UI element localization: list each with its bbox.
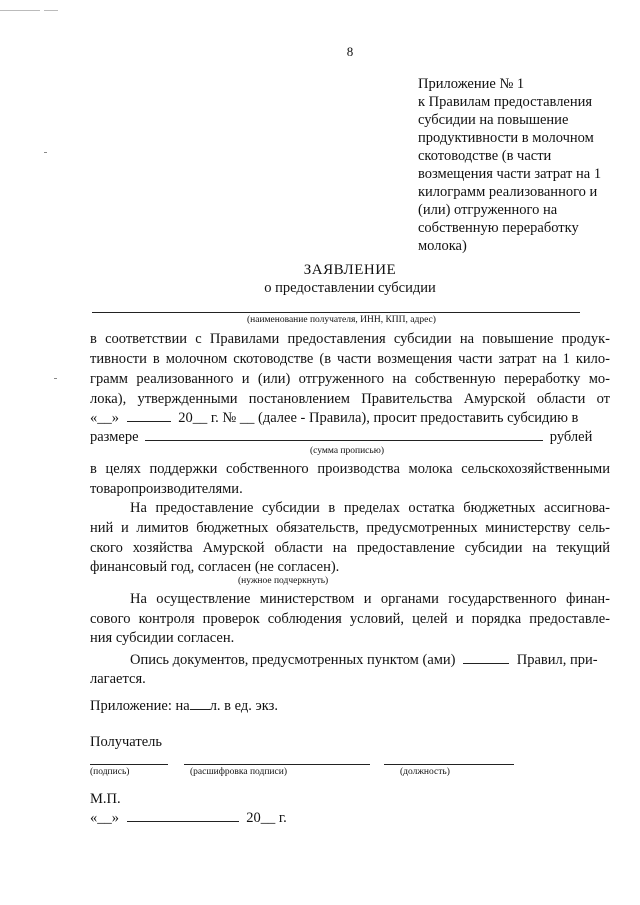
scan-edge-mark xyxy=(0,10,40,11)
body-text: Опись документов, предусмотренных пунктом (ами) xyxy=(130,652,456,668)
appendix-line: (или) отгруженного на xyxy=(418,202,558,218)
position-caption: (должность) xyxy=(400,767,450,777)
recipient-field-caption: (наименование получателя, ИНН, КПП, адрес) xyxy=(247,315,436,325)
currency-label: рублей xyxy=(549,429,593,445)
appendix-line: продуктивности в молочном xyxy=(418,130,594,146)
appendix-line: молока) xyxy=(418,238,467,254)
recipient-field-line xyxy=(92,312,580,313)
date-quote: «__» xyxy=(90,810,119,826)
body-line: ния субсидии согласен. xyxy=(90,630,235,646)
appendix-block xyxy=(418,75,618,255)
body-line-amount xyxy=(90,428,610,447)
date-quote: «__» xyxy=(90,410,119,426)
body-line: На предоставление субсидии в пределах остатка бюджетных ассигнова- xyxy=(130,500,610,516)
body-line: в целях поддержки собственного производства молока сельскохозяйственными xyxy=(90,461,610,477)
sheets-blank xyxy=(190,697,210,710)
body-line: На осуществление министерством и органами государственного финан- xyxy=(130,591,610,607)
document-title: ЗАЯВЛЕНИЕ xyxy=(303,262,397,278)
body-line: лагается. xyxy=(90,671,146,687)
amount-blank xyxy=(145,428,543,441)
appendix-line: килограмм реализованного и xyxy=(418,184,598,200)
body-line: лока), утвержденными постановлением Правительства Амурской области от xyxy=(90,391,610,407)
appendix-line: собственную переработку xyxy=(418,220,579,236)
position-line xyxy=(384,764,514,765)
body-line-inventory xyxy=(130,651,610,670)
body-text: 20__ г. № __ (далее - Правила), просит предоставить субсидию в xyxy=(178,410,579,426)
month-blank xyxy=(127,409,171,422)
body-line: финансовый год, согласен (не согласен). xyxy=(90,559,340,575)
attachment-line xyxy=(90,697,610,716)
signature-caption: (подпись) xyxy=(90,767,130,777)
body-line: ского хозяйства Амурской области на предоставление субсидии на текущий xyxy=(90,540,610,556)
appendix-line: к Правилам предоставления xyxy=(418,94,593,110)
decoding-caption: (расшифровка подписи) xyxy=(190,767,287,777)
clause-blank xyxy=(463,651,509,664)
body-line: сового контроля проверок соблюдения условий, целей и порядка предоставле- xyxy=(90,611,610,627)
document-subtitle: о предоставлении субсидии xyxy=(264,280,436,296)
body-line: товаропроизводителями. xyxy=(90,481,243,497)
decoding-line xyxy=(184,764,370,765)
appendix-line: Приложение № 1 xyxy=(418,76,525,92)
attachment-suffix: л. в ед. экз. xyxy=(209,698,278,714)
appendix-line: возмещения части затрат на 1 xyxy=(418,166,602,182)
date-blank xyxy=(127,809,239,822)
date-year: 20__ г. xyxy=(246,810,287,826)
signature-line xyxy=(90,764,168,765)
body-line: грамм реализованного и (или) отгруженного на собственную переработку мо- xyxy=(90,371,610,387)
appendix-line: субсидии на повышение xyxy=(418,112,569,128)
scan-edge-mark xyxy=(44,10,58,11)
body-line: в соответствии с Правилами предоставления субсидии на повышение продук- xyxy=(90,331,610,347)
body-line: тивности в молочном скотоводстве (в части возмещения части затрат на 1 кило- xyxy=(90,351,610,367)
amount-label: размере xyxy=(90,429,139,445)
body-line: ний и лимитов бюджетных обязательств, предусмотренных министерству сель- xyxy=(90,520,610,536)
recipient-label: Получатель xyxy=(90,734,162,750)
attachment-prefix: Приложение: на xyxy=(90,698,190,714)
scan-dot xyxy=(44,152,47,153)
scan-dot xyxy=(54,378,57,379)
underline-caption: (нужное подчеркнуть) xyxy=(238,576,329,586)
stamp-label: М.П. xyxy=(90,791,121,807)
appendix-line: скотоводстве (в части xyxy=(418,148,552,164)
amount-caption: (сумма прописью) xyxy=(310,446,384,456)
body-line-date xyxy=(90,409,610,428)
date-line xyxy=(90,809,610,828)
body-text: Правил, при- xyxy=(516,652,598,668)
page-number: 8 xyxy=(346,44,354,59)
